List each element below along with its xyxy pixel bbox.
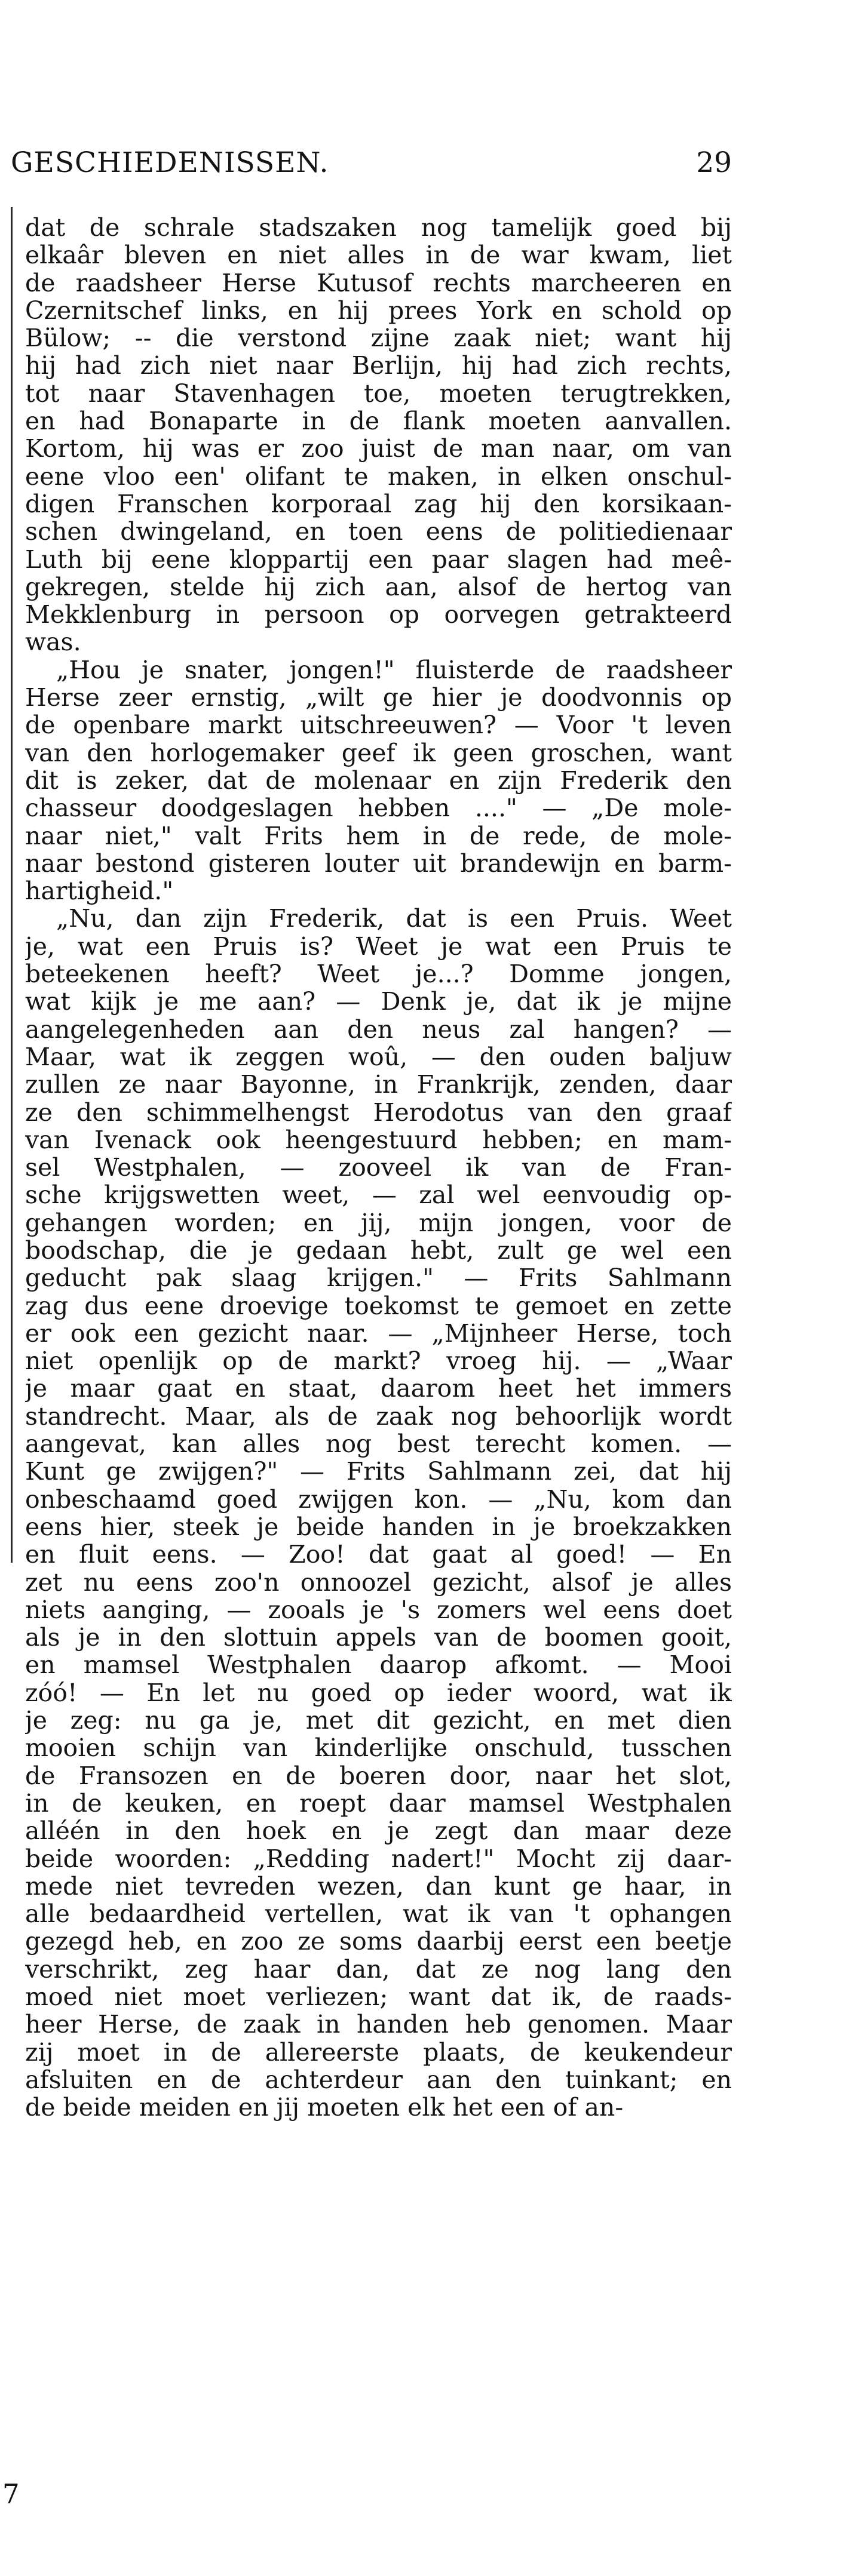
text-line: in de keuken, en roept daar mamsel Westphalen	[25, 1789, 732, 1818]
text-line: Herse zeer ernstig, „wilt ge hier je doodvonnis op	[25, 684, 732, 712]
text-line: zóó! — En let nu goed op ieder woord, wat ik	[25, 1679, 732, 1707]
text-line: elkaâr bleven en niet alles in de war kwam, liet	[25, 241, 732, 269]
text-line: gehangen worden; en jij, mijn jongen, voor de	[25, 1209, 732, 1237]
text-line: standrecht. Maar, als de zaak nog behoorlijk wordt	[25, 1402, 732, 1431]
text-line: hartigheid."	[25, 877, 174, 905]
text-line: niet openlijk op de markt? vroeg hij. — „Waar	[25, 1347, 732, 1375]
text-line: beide woorden: „Redding nadert!" Mocht zij daar-	[25, 1845, 732, 1873]
text-line: de raadsheer Herse Kutusof rechts marcheeren en	[25, 269, 732, 297]
body-text	[25, 214, 732, 2121]
text-line: eens hier, steek je beide handen in je broekzakken	[25, 1513, 732, 1541]
text-line: en had Bonaparte in de flank moeten aanvallen.	[25, 407, 732, 435]
margin-rule	[11, 207, 13, 1563]
text-line: van Ivenack ook heengestuurd hebben; en mam-	[25, 1126, 732, 1154]
text-line: „Hou je snater, jongen!" fluisterde de raadsheer	[56, 656, 732, 684]
text-line: gezegd heb, en zoo ze soms daarbij eerst een beetje	[25, 1928, 732, 1956]
text-line: mede niet tevreden wezen, dan kunt ge haar, in	[25, 1872, 732, 1901]
text-line: ze den schimmelhengst Herodotus van den graaf	[25, 1098, 732, 1126]
page-number: 29	[696, 146, 732, 179]
text-line: naar bestond gisteren louter uit brandewijn en barm-	[25, 849, 732, 878]
running-head: GESCHIEDENISSEN.	[11, 146, 329, 179]
text-line: dit is zeker, dat de molenaar en zijn Frederik den	[25, 766, 732, 795]
text-line: als je in den slottuin appels van de boomen gooit,	[25, 1624, 732, 1652]
text-line: Maar, wat ik zeggen woû, — den ouden baljuw	[25, 1043, 732, 1071]
text-line: zag dus eene droevige toekomst te gemoet en zette	[25, 1292, 732, 1320]
text-line: geducht pak slaag krijgen." — Frits Sahlmann	[25, 1264, 732, 1292]
text-line: boodschap, die je gedaan hebt, zult ge wel een	[25, 1236, 732, 1265]
text-line: chasseur doodgeslagen hebben ...." — „De mole-	[25, 794, 732, 822]
text-line: Kortom, hij was er zoo juist de man naar, om van	[25, 435, 732, 463]
text-line: onbeschaamd goed zwijgen kon. — „Nu, kom dan	[25, 1485, 732, 1513]
text-line: was.	[25, 628, 81, 656]
text-line: zij moet in de allereerste plaats, de keukendeur	[25, 2038, 732, 2066]
text-line: naar niet," valt Frits hem in de rede, de mole-	[25, 822, 732, 850]
text-line: heer Herse, de zaak in handen heb genomen. Maar	[25, 2011, 732, 2039]
text-line: zullen ze naar Bayonne, in Frankrijk, zenden, daar	[25, 1071, 732, 1099]
text-line: en fluit eens. — Zoo! dat gaat al goed! — En	[25, 1541, 732, 1569]
text-line: beteekenen heeft? Weet je...? Domme jongen,	[25, 960, 732, 988]
text-line: alle bedaardheid vertellen, wat ik van 't ophangen	[25, 1900, 732, 1928]
text-line: tot naar Stavenhagen toe, moeten terugtrekken,	[25, 379, 732, 408]
text-line: hij had zich niet naar Berlijn, hij had zich rechts,	[25, 352, 732, 380]
printer-signature-mark: 7	[2, 2478, 20, 2510]
text-line: Luth bij eene kloppartij een paar slagen had meê-	[25, 545, 732, 573]
text-line: verschrikt, zeg haar dan, dat ze nog lang den	[25, 1955, 732, 1983]
text-line: sche krijgswetten weet, — zal wel eenvoudig op-	[25, 1181, 732, 1209]
page-header	[11, 142, 732, 184]
text-line: aangelegenheden aan den neus zal hangen? —	[25, 1015, 732, 1043]
text-line: „Nu, dan zijn Frederik, dat is een Pruis. Weet	[56, 905, 732, 933]
text-line: en mamsel Westphalen daarop afkomt. — Mooi	[25, 1651, 732, 1679]
text-line: je zeg: nu ga je, met dit gezicht, en met dien	[25, 1707, 732, 1735]
text-line: Czernitschef links, en hij prees York en schold op	[25, 296, 732, 325]
text-line: wat kijk je me aan? — Denk je, dat ik je mijne	[25, 988, 732, 1016]
text-line: alléén in den hoek en je zegt dan maar deze	[25, 1817, 732, 1845]
text-line: niets aanging, — zooals je 's zomers wel eens doet	[25, 1596, 732, 1624]
text-line: dat de schrale stadszaken nog tamelijk goed bij	[25, 214, 732, 242]
text-line: digen Franschen korporaal zag hij den korsikaan-	[25, 490, 732, 518]
text-line: aangevat, kan alles nog best terecht komen. —	[25, 1430, 732, 1458]
text-line: van den horlogemaker geef ik geen groschen, want	[25, 739, 732, 767]
text-line: eene vloo een' olifant te maken, in elken onschul-	[25, 462, 732, 490]
text-line: Bülow; -- die verstond zijne zaak niet; want hij	[25, 324, 732, 352]
text-line: de Fransozen en de boeren door, naar het slot,	[25, 1762, 732, 1790]
text-line: sel Westphalen, — zooveel ik van de Fran-	[25, 1154, 732, 1182]
text-line: afsluiten en de achterdeur aan den tuinkant; en	[25, 2065, 732, 2094]
text-line: je, wat een Pruis is? Weet je wat een Pruis te	[25, 932, 732, 961]
text-line: de beide meiden en jij moeten elk het een of an-	[25, 2094, 624, 2122]
text-line: Kunt ge zwijgen?" — Frits Sahlmann zei, dat hij	[25, 1458, 732, 1486]
text-line: gekregen, stelde hij zich aan, alsof de hertog van	[25, 573, 732, 601]
text-line: mooien schijn van kinderlijke onschuld, tusschen	[25, 1734, 732, 1762]
text-line: je maar gaat en staat, daarom heet het immers	[25, 1375, 732, 1403]
text-line: Mekklenburg in persoon op oorvegen getrakteerd	[25, 601, 732, 629]
text-line: er ook een gezicht naar. — „Mijnheer Herse, toch	[25, 1319, 732, 1348]
text-line: schen dwingeland, en toen eens de politiedienaar	[25, 518, 732, 546]
text-line: de openbare markt uitschreeuwen? — Voor 't leven	[25, 711, 732, 739]
text-line: zet nu eens zoo'n onnoozel gezicht, alsof je alles	[25, 1568, 732, 1596]
text-line: moed niet moet verliezen; want dat ik, de raads-	[25, 1983, 732, 2011]
